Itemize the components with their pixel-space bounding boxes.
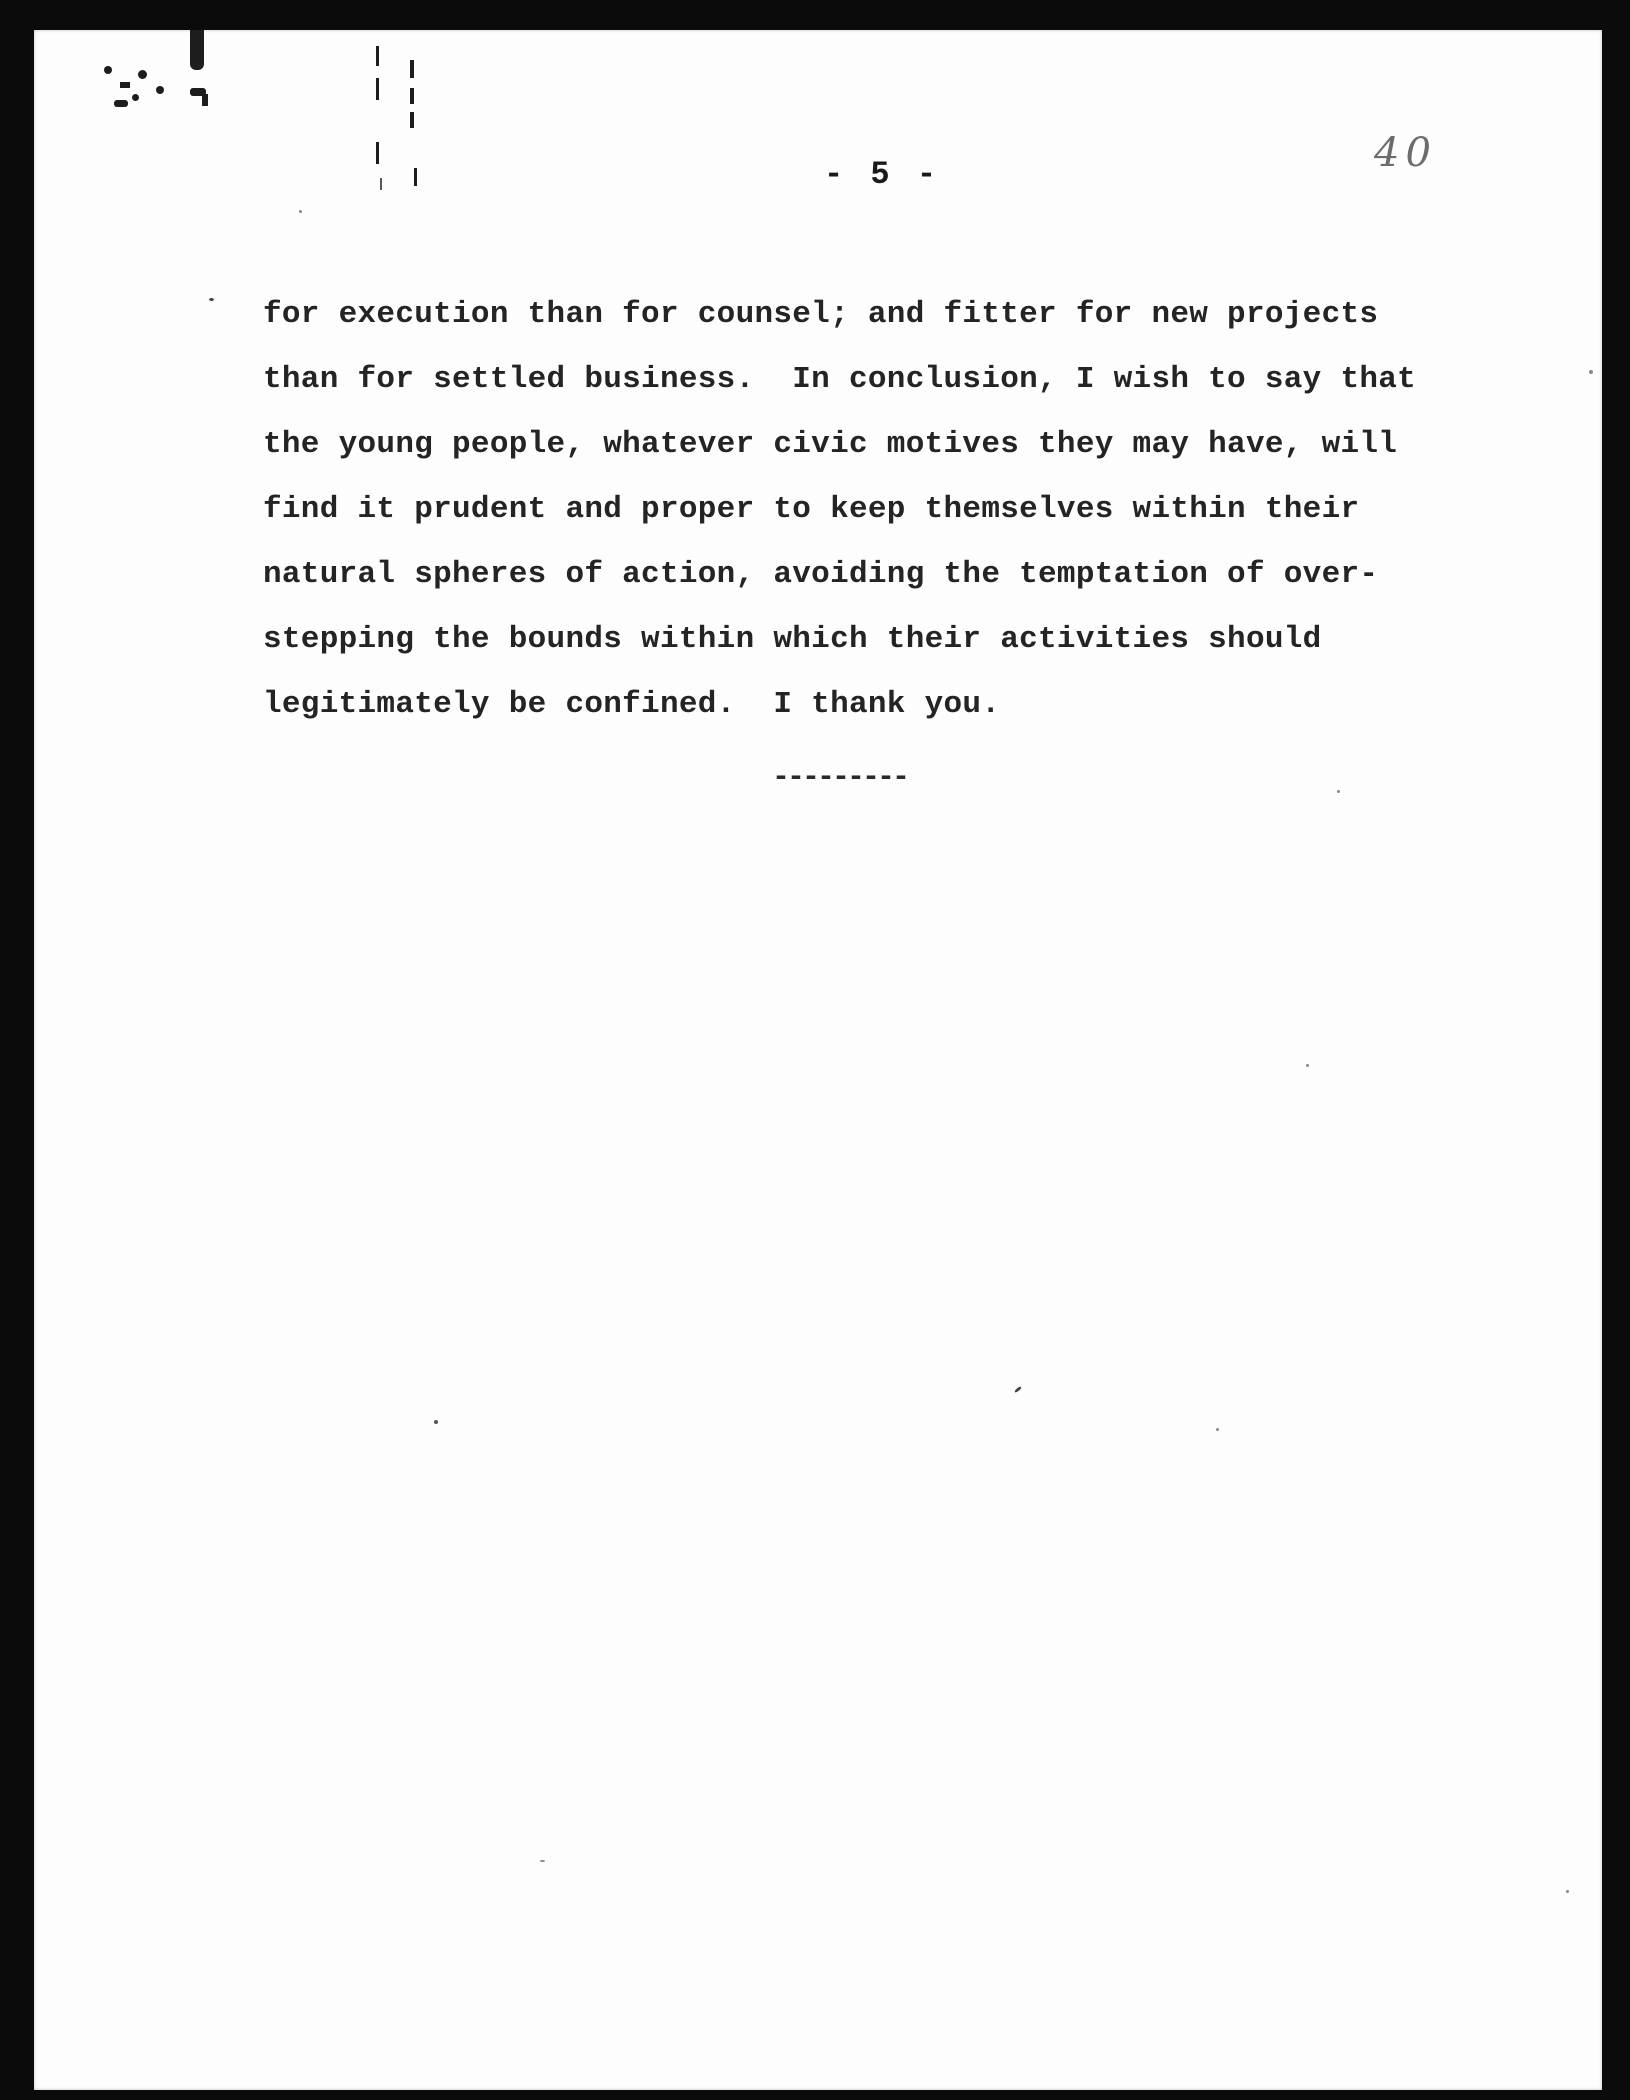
text-line: for execution than for counsel; and fitter for new projects (263, 297, 1379, 332)
text-line: stepping the bounds within which their activities should (263, 622, 1322, 657)
text-line: the young people, whatever civic motives they may have, will (263, 427, 1398, 462)
text-line: than for settled business. In conclusion, I wish to say that (263, 362, 1417, 397)
end-rule: --------- (772, 761, 908, 795)
text-line: natural spheres of action, avoiding the temptation of over- (263, 557, 1379, 592)
document-page (34, 30, 1602, 2090)
text-line: find it prudent and proper to keep themselves within their (263, 492, 1360, 527)
page-number: - 5 - (824, 156, 941, 193)
text-line: legitimately be confined. I thank you. (263, 687, 1001, 722)
body-text (263, 282, 1523, 737)
handwritten-folio-number: 40 (1374, 130, 1437, 176)
